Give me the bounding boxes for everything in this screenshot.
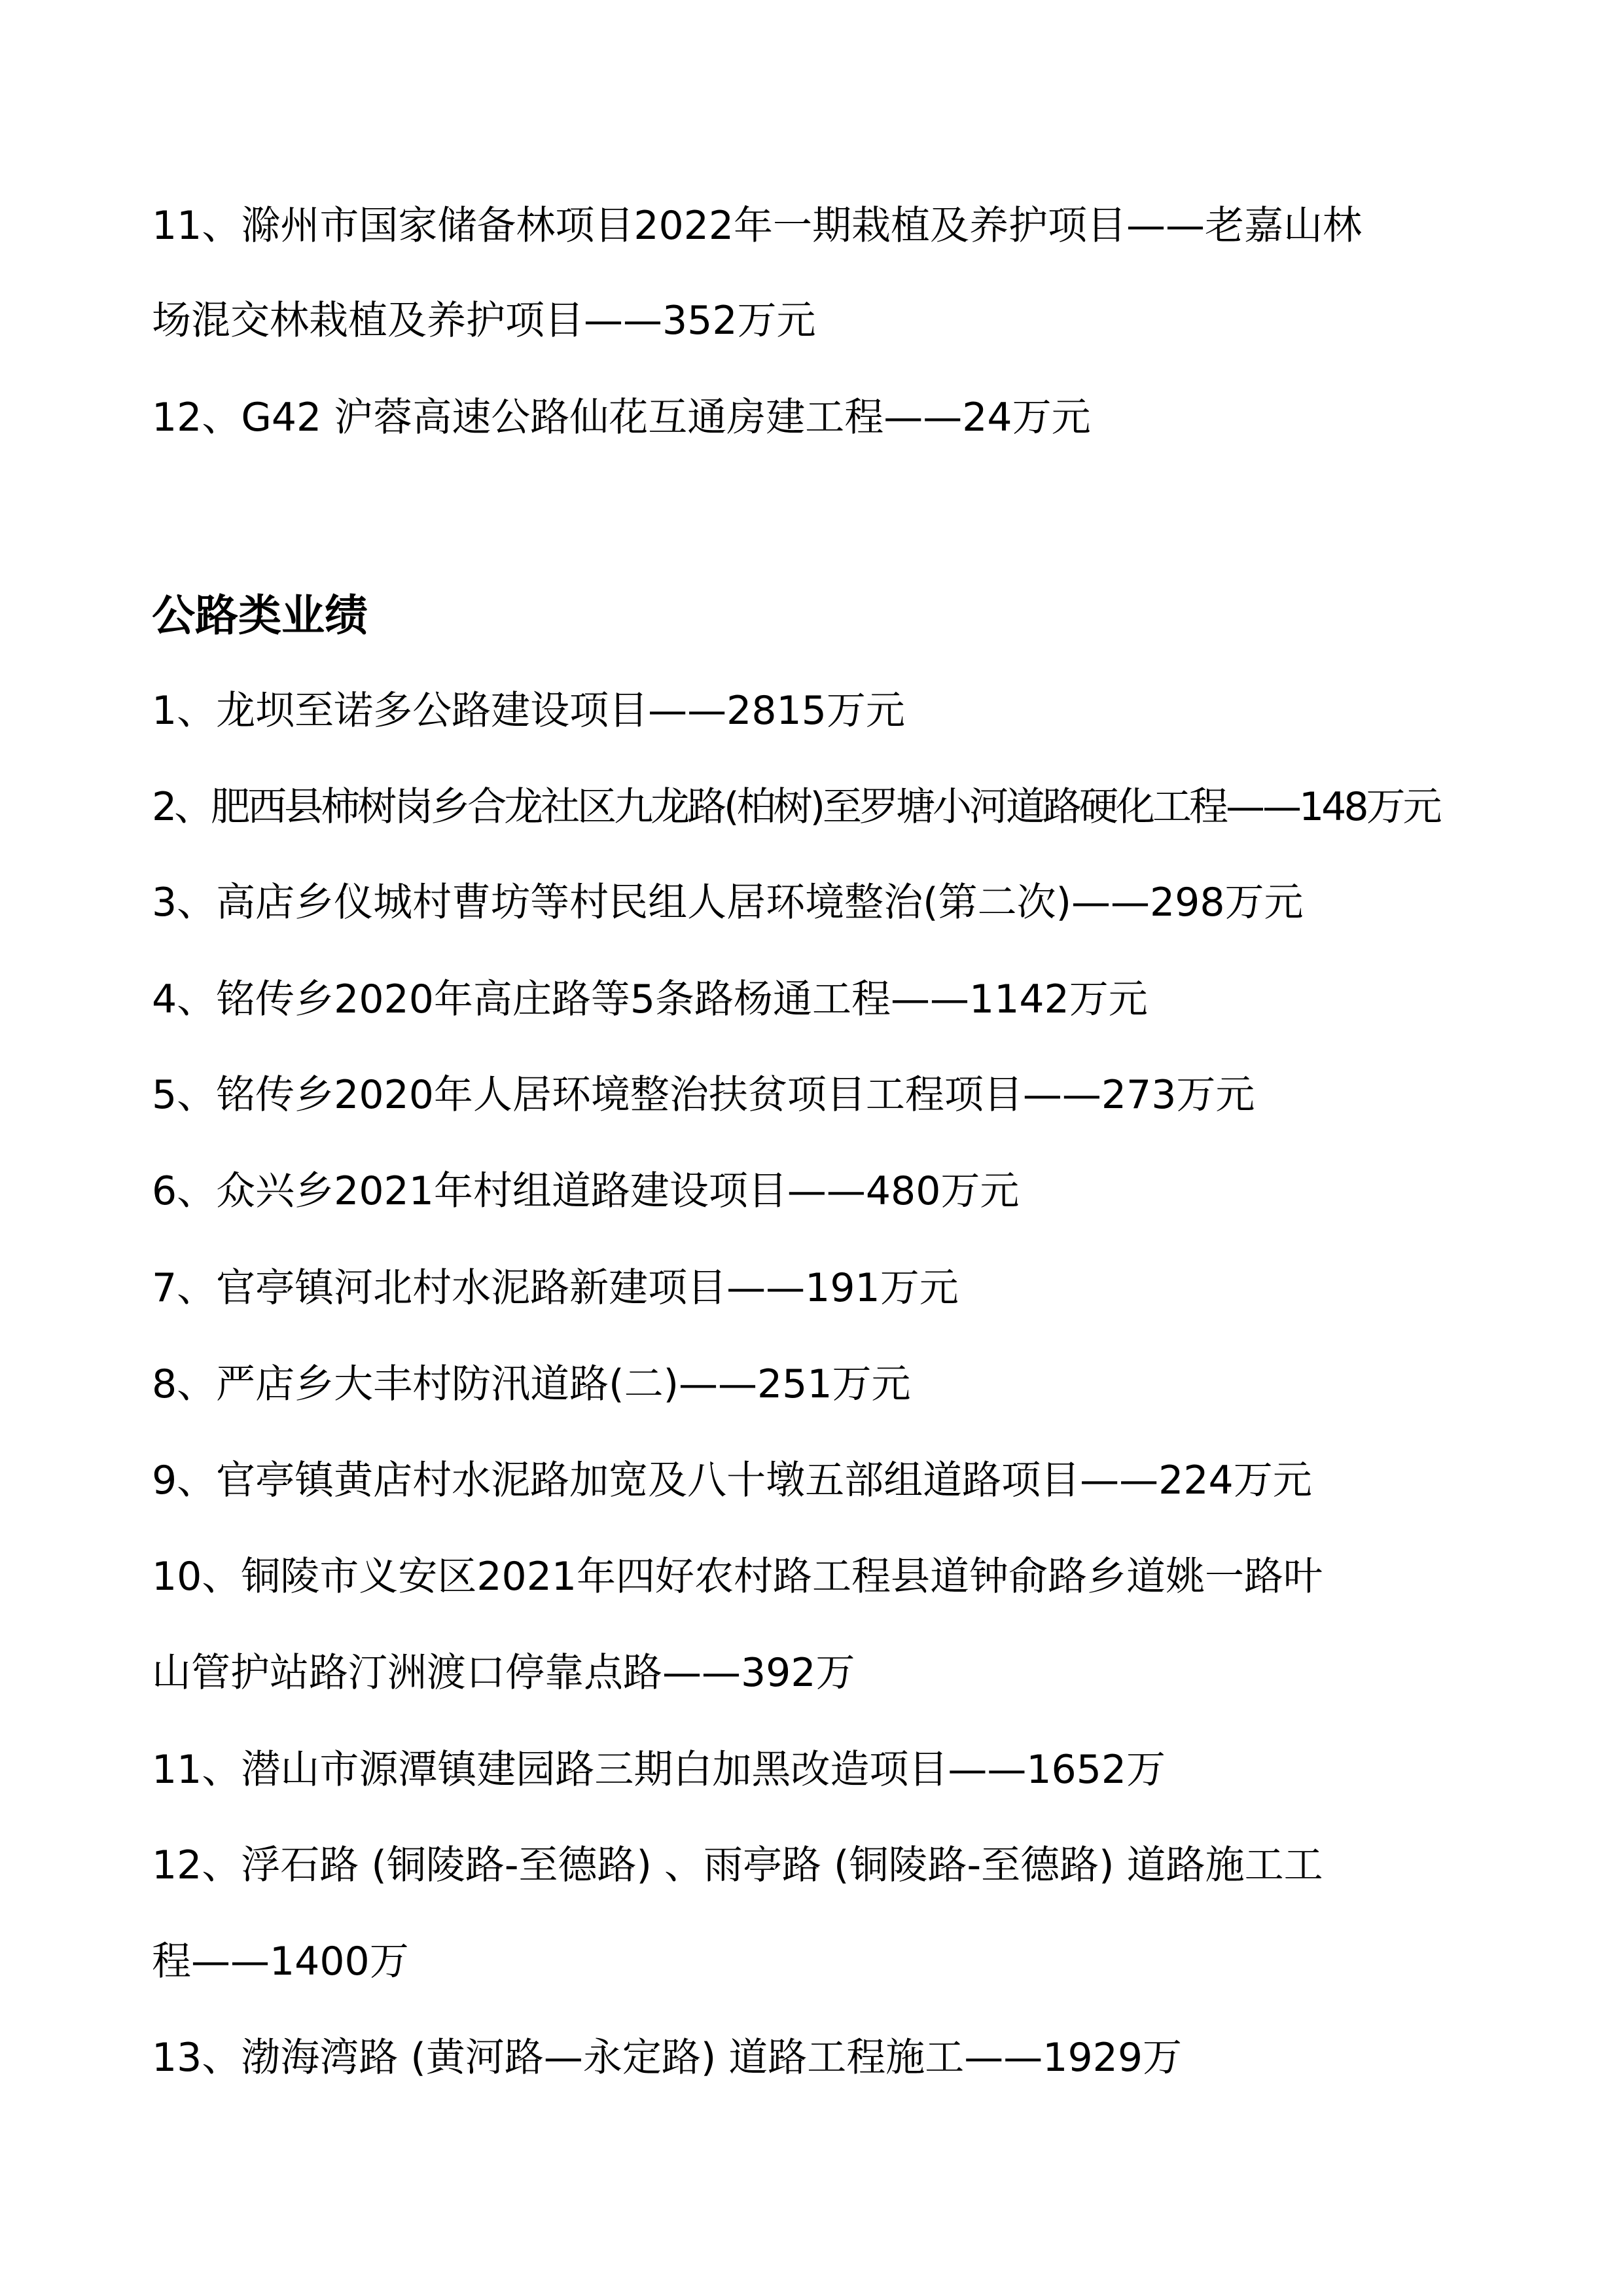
list-item-text: 7、官亭镇河北村水泥路新建项目——191万元 — [152, 1265, 959, 1311]
list-item-text: 9、官亭镇黄店村水泥路加宽及八十墩五部组道路项目——224万元 — [152, 1458, 1312, 1503]
list-item-text: 12、浮石路 (铜陵路-至德路) 、雨亭路 (铜陵路-至德路) 道路施工工 — [152, 1842, 1323, 1888]
list-item-text: 8、严店乡大丰村防汛道路(二)——251万元 — [152, 1361, 911, 1407]
list-item-text: 3、高店乡仪城村曹坊等村民组人居环境整治(第二次)——298万元 — [152, 880, 1304, 925]
list-item-text: 程——1400万 — [152, 1939, 409, 1984]
list-item-text: 10、铜陵市义安区2021年四好农村路工程县道钟俞路乡道姚一路叶 — [152, 1554, 1323, 1600]
list-item-text: 4、铭传乡2020年高庄路等5条路杨通工程——1142万元 — [152, 977, 1148, 1022]
list-item-text: 5、铭传乡2020年人居环境整治扶贫项目工程项目——273万元 — [152, 1072, 1255, 1118]
list-item-text: 2、肥西县柿树岗乡合龙社区九龙路(柏树)至罗塘小河道路硬化工程——148万元 — [152, 784, 1440, 830]
section-heading: 公路类业绩 — [152, 590, 368, 641]
list-item-text: 山管护站路汀洲渡口停靠点路——392万 — [152, 1650, 855, 1696]
list-item-text: 13、渤海湾路 (黄河路—永定路) 道路工程施工——1929万 — [152, 2035, 1183, 2081]
list-item-text: 场混交林栽植及养护项目——352万元 — [152, 298, 816, 344]
list-item-text: 6、众兴乡2021年村组道路建设项目——480万元 — [152, 1168, 1020, 1214]
list-item-text: 12、G42 沪蓉高速公路仙花互通房建工程——24万元 — [152, 395, 1091, 440]
list-item-text: 11、潜山市源潭镇建园路三期白加黑改造项目——1652万 — [152, 1747, 1166, 1793]
list-item-text: 1、龙坝至诺多公路建设项目——2815万元 — [152, 688, 905, 734]
list-item-text: 11、滁州市国家储备林项目2022年一期栽植及养护项目——老嘉山林 — [152, 203, 1363, 249]
